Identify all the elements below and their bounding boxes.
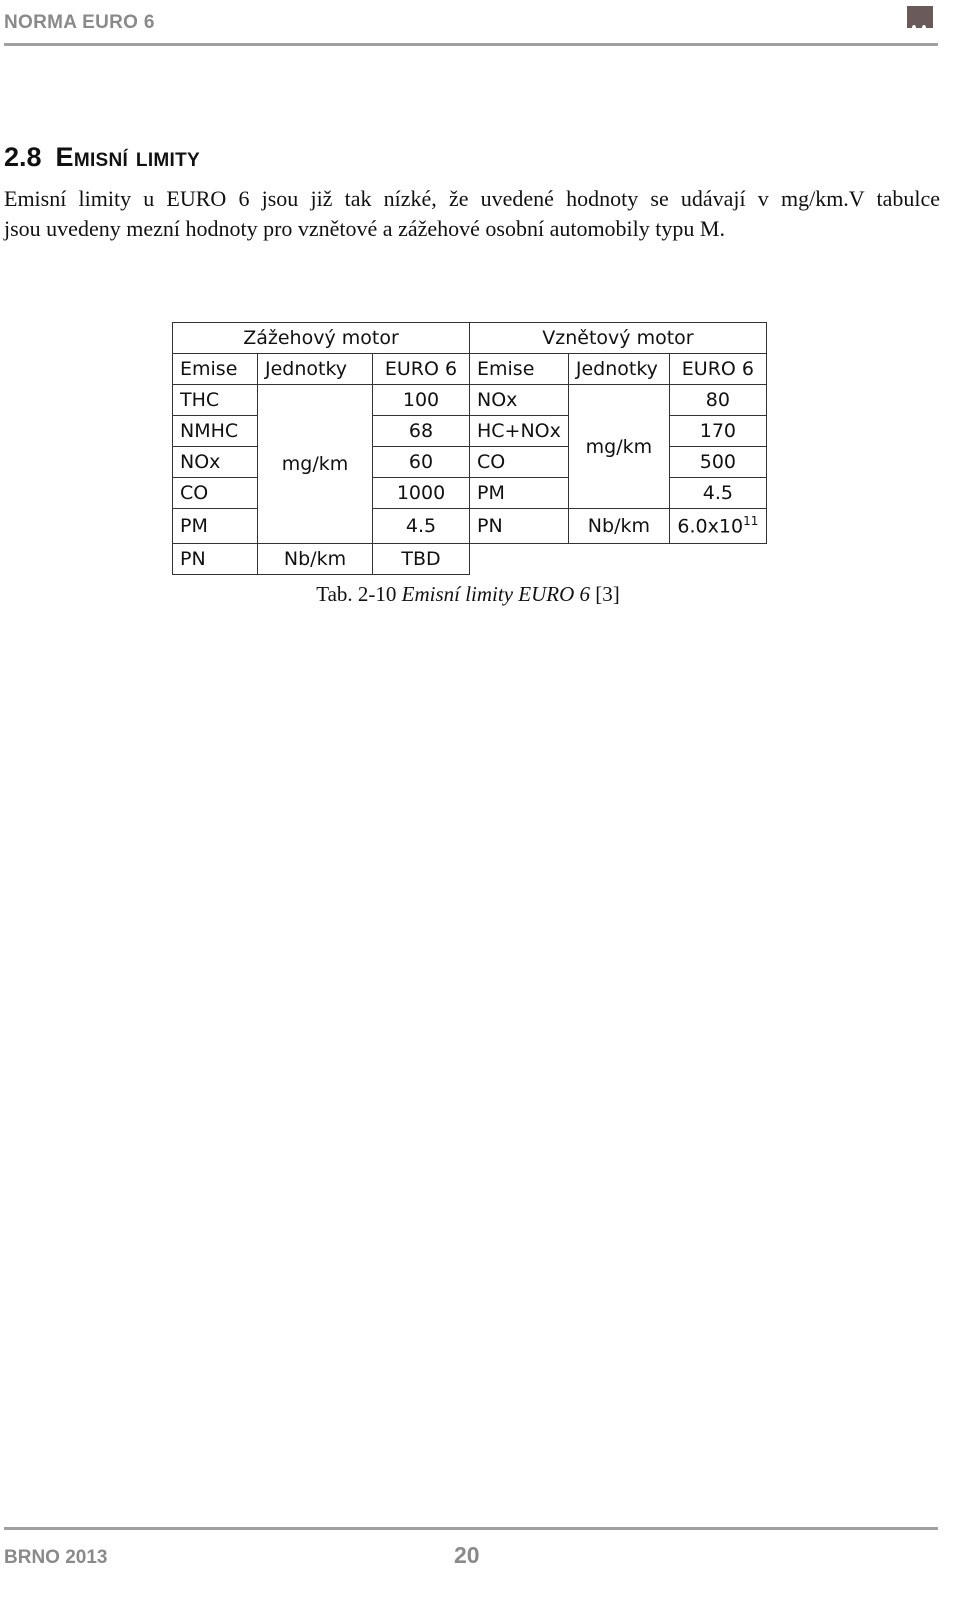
section-title: Emisní limity [55,142,201,172]
paragraph-line: jsou uvedeny mezní hodnoty pro vznětové a zážehové osobní automobily typu M. [4,216,725,241]
emission-limits-table [172,322,767,575]
table-cell: 4.5 [669,478,766,509]
table-cell: CO [470,447,569,478]
table-cell: PM [470,478,569,509]
table-cell: 68 [373,416,470,447]
pn-value-exponent: 11 [743,514,759,529]
caption-prefix: Tab. 2-10 [316,582,402,606]
page-number: 20 [454,1542,480,1568]
column-header: EURO 6 [669,354,766,385]
table-row [173,544,767,575]
column-header: Emise [173,354,258,385]
table-cell: NMHC [173,416,258,447]
table-cell: CO [173,478,258,509]
section-number: 2.8 [4,142,42,172]
table-cell [669,509,766,544]
table-cell: Nb/km [568,509,669,544]
empty-cell [470,544,767,575]
table-row [173,385,767,416]
table-cell: HC+NOx [470,416,569,447]
body-paragraph [4,184,940,244]
table-cell: NOx [470,385,569,416]
header-rule [4,43,938,46]
pn-value-base: 6.0x10 [677,515,744,538]
table-cell: Nb/km [258,544,373,575]
column-header: Emise [470,354,569,385]
table-row [173,354,767,385]
puzzle-piece-icon [904,4,936,32]
column-header: Jednotky [258,354,373,385]
group-header-diesel: Vznětový motor [470,323,767,354]
table-cell: 500 [669,447,766,478]
paragraph-line: Emisní limity u EURO 6 jsou již tak nízké, že uvedené hodnoty se udávají v mg/km.V tabulce [4,186,940,211]
group-header-petrol: Zážehový motor [173,323,470,354]
petrol-unit-cell: mg/km [258,385,373,544]
table-row [173,323,767,354]
table-cell: 80 [669,385,766,416]
column-header: EURO 6 [373,354,470,385]
table-cell: 170 [669,416,766,447]
caption-suffix: [3] [590,582,620,606]
running-header-title: NORMA EURO 6 [4,12,155,33]
table-cell: PN [470,509,569,544]
table-cell: 4.5 [373,509,470,544]
column-header: Jednotky [568,354,669,385]
table-cell: 1000 [373,478,470,509]
table-cell: 60 [373,447,470,478]
table-cell: PN [173,544,258,575]
table-cell: PM [173,509,258,544]
table-cell: TBD [373,544,470,575]
footer-location-year: BRNO 2013 [4,1547,108,1568]
table-cell: THC [173,385,258,416]
diesel-unit-cell: mg/km [568,385,669,509]
table-caption [0,582,936,607]
table-cell: NOx [173,447,258,478]
section-heading [4,142,200,173]
footer-rule [4,1527,938,1530]
table-cell: 100 [373,385,470,416]
caption-title: Emisní limity EURO 6 [401,582,591,606]
